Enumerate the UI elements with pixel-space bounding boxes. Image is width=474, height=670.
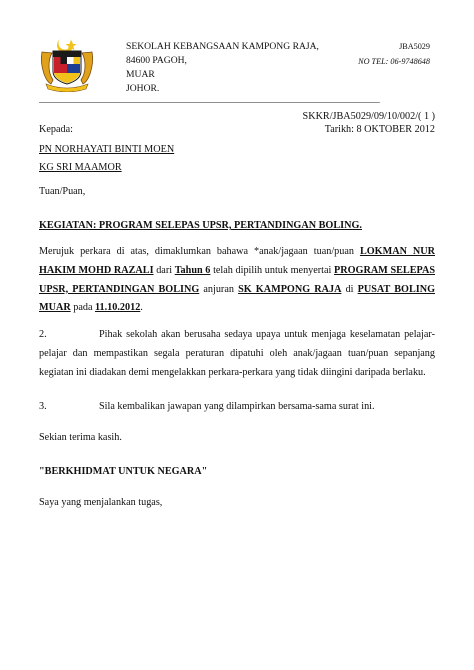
paragraph-2 — [39, 326, 435, 382]
closing-motto: "BERKHIDMAT UNTUK NEGARA" — [39, 466, 208, 477]
closing-sign-off: Saya yang menjalankan tugas, — [39, 497, 163, 508]
student-name: LOKMAN NUR HAKIM MOHD RAZALI — [39, 246, 435, 276]
para1-text-3: telah dipilih untuk menyertai — [210, 264, 335, 276]
para1-text-2: dari — [153, 264, 175, 276]
organizer-school: SK KAMPONG RAJA — [238, 283, 342, 295]
recipient-address: KG SRI MAAMOR — [39, 162, 122, 173]
para3-text: Sila kembalikan jawapan yang dilampirkan bersama-sama surat ini. — [99, 401, 375, 412]
recipient-name: PN NORHAYATI BINTI MOEN — [39, 144, 175, 155]
para1-text-6: pada — [70, 302, 96, 314]
letter-subject: KEGIATAN: PROGRAM SELEPAS UPSR, PERTANDINGAN BOLING. — [39, 220, 362, 231]
para1-text-7: . — [140, 302, 143, 314]
para3-number: 3. — [39, 401, 47, 412]
program-name: PROGRAM SELEPAS UPSR, PERTANDINGAN BOLING — [39, 264, 435, 295]
school-code: JBA5029 — [399, 42, 430, 51]
closing-thanks: Sekian terima kasih. — [39, 432, 122, 443]
kepada-label: Kepada: — [39, 124, 73, 135]
reference-number: SKKR/JBA5029/09/10/002/( 1 ) — [302, 111, 435, 122]
event-venue: PUSAT BOLING MUAR — [39, 283, 435, 314]
telephone-number: NO TEL: 06-9748648 — [358, 57, 430, 66]
para2-text: Pihak sekolah akan berusaha sedaya upaya untuk menjaga keselamatan pelajar-pelajar dan mempastikan segala peraturan dipatuhi oleh anak/jagaan tuan/puan sepanjang kegiatan ini diadakan demi mengelakkan perkara-perkara yang tidak diingini daripada berlaku. — [39, 329, 435, 378]
paragraph-1 — [39, 243, 435, 318]
address-line-1: 84600 PAGOH, — [126, 55, 187, 66]
salutation: Tuan/Puan, — [39, 186, 86, 197]
header-divider: ___________________________________________________________________________________ — [39, 94, 380, 104]
school-name: SEKOLAH KEBANGSAAN KAMPONG RAJA, — [126, 41, 319, 52]
para1-text-5: di — [341, 283, 358, 295]
address-line-2: MUAR — [126, 69, 155, 80]
address-line-3: JOHOR. — [126, 83, 160, 94]
paragraph-3 — [39, 398, 435, 417]
para2-number: 2. — [39, 329, 47, 340]
event-date: 11.10.2012 — [95, 302, 141, 314]
para1-text-1: Merujuk perkara di atas, dimaklumkan bahawa *anak/jagaan tuan/puan — [39, 246, 360, 257]
school-crest-logo — [38, 36, 96, 92]
student-year: Tahun 6 — [174, 264, 211, 276]
para1-text-4: anjuran — [199, 283, 239, 295]
letter-date: Tarikh: 8 OKTOBER 2012 — [324, 124, 435, 135]
